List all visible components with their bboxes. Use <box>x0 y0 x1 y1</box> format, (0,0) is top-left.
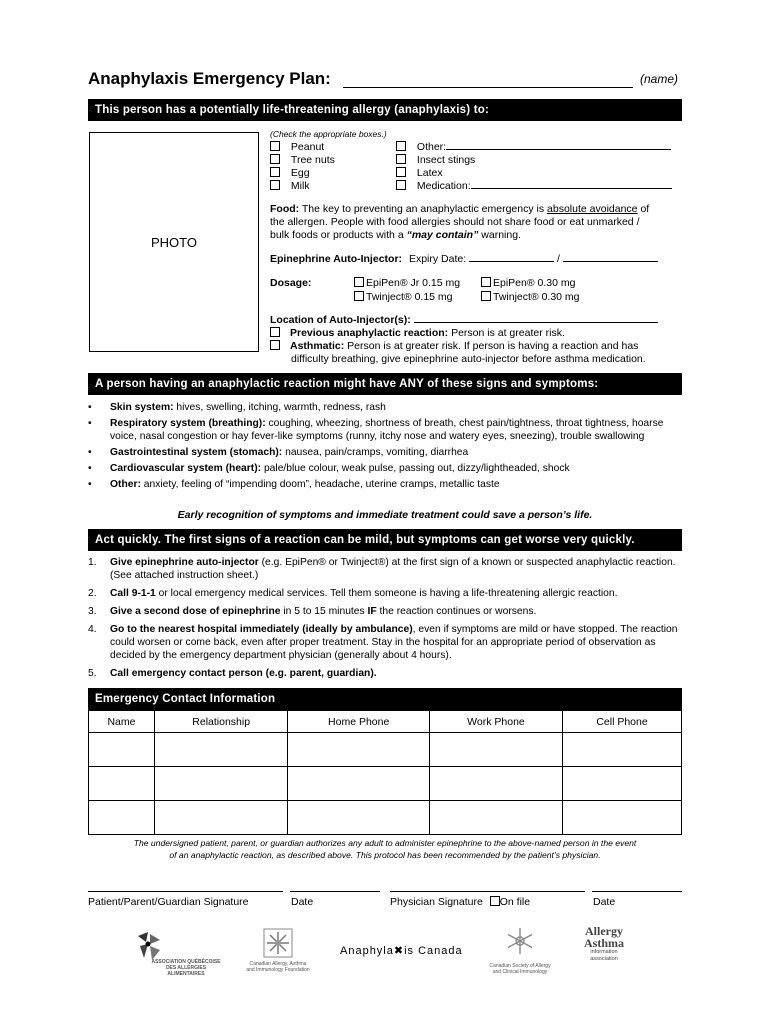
authorization-line-1: The undersigned patient, parent, or guardian authorizes any adult to administer epinephrine to the above-named person in the event <box>133 838 637 848</box>
dose-epipen[interactable]: EpiPen® 0.30 mg <box>481 277 575 290</box>
photo-box[interactable] <box>89 132 259 352</box>
table-cell[interactable] <box>89 801 155 835</box>
expiry-year-line[interactable] <box>563 261 658 262</box>
checkbox[interactable] <box>396 167 406 177</box>
dosage-label: Dosage: <box>270 277 312 289</box>
list-item: 5. Call emergency contact person (e.g. parent, guardian). <box>88 668 377 679</box>
signs-bar: A person having an anaphylactic reaction might have ANY of these signs and symptoms: <box>88 373 682 395</box>
table-cell[interactable] <box>154 767 288 801</box>
checkbox[interactable] <box>354 277 364 287</box>
dose-twinject-030[interactable]: Twinject® 0.30 mg <box>481 291 580 304</box>
table-cell[interactable] <box>154 801 288 835</box>
snowflake-icon <box>505 926 535 956</box>
list-item: 4. Go to the nearest hospital immediately (ideally by ambulance), even if symptoms are mild or have stopped. The reaction could worsen or come back, even after proper treatment. Stay in the hospital for an appropriate period of observation as decided by the emergency department physician (generally about 4 hours). <box>88 624 678 661</box>
food-line-2: the allergen. People with food allergies should not share food or eat unmarked / <box>270 216 640 228</box>
date2-label: Date <box>593 896 616 908</box>
location-line[interactable] <box>414 322 658 323</box>
early-recognition-note: Early recognition of symptoms and immediate treatment could save a person’s life. <box>177 509 593 521</box>
allergen-tree-nuts[interactable]: Tree nuts <box>270 154 335 167</box>
list-item: 1. Give epinephrine auto-injector (e.g. EpiPen® or Twinject®) at the first sign of a known or suspected anaphylactic reaction. (See attached instruction sheet.) <box>88 557 676 581</box>
table-row <box>89 767 682 801</box>
table-header-row <box>89 711 682 733</box>
table-cell[interactable] <box>563 801 682 835</box>
patient-signature-line[interactable] <box>88 891 283 892</box>
table-cell[interactable] <box>429 801 562 835</box>
allergen-milk[interactable]: Milk <box>270 180 310 193</box>
location-row: Location of Auto-Injector(s): <box>270 314 658 327</box>
list-item: 2. Call 9-1-1 or local emergency medical services. Tell them someone is having a life-threatening allergic reaction. <box>88 588 618 599</box>
checkbox[interactable] <box>270 167 280 177</box>
emergency-contact-bar: Emergency Contact Information <box>88 688 682 710</box>
date1-label: Date <box>291 896 314 908</box>
asthmatic-row[interactable]: Asthmatic: Person is at greater risk. If person is having a reaction and has <box>270 340 638 353</box>
symptoms-list <box>88 401 688 494</box>
checkbox[interactable] <box>270 141 280 151</box>
photo-label: PHOTO <box>151 235 197 250</box>
title-text: Anaphylaxis Emergency Plan: <box>88 69 331 88</box>
allergen-egg[interactable]: Egg <box>270 167 310 180</box>
table-row <box>89 801 682 835</box>
allergen-medication[interactable]: Medication: <box>396 180 672 193</box>
anaphylaxis-canada-logo: Anaphyla✖is Canada <box>340 945 463 957</box>
allergen-insect-stings[interactable]: Insect stings <box>396 154 475 167</box>
checkbox[interactable] <box>396 154 406 164</box>
aqaa-logo-mark-icon <box>134 930 164 962</box>
checkbox[interactable] <box>270 340 280 350</box>
list-item: • Other: anxiety, feeling of “impending doom”, headache, uterine cramps, metallic taste <box>88 479 500 490</box>
checkbox[interactable] <box>481 277 491 287</box>
list-item: • Respiratory system (breathing): coughing, wheezing, shortness of breath, chest pain/tightness, throat tightness, hoarse voice, nasal congestion or hay fever-like symptoms (runny, itchy nose and watery eyes, sneezing), trouble swallowing <box>88 418 664 442</box>
list-item: • Skin system: hives, swelling, itching, warmth, redness, rash <box>88 402 386 413</box>
aqaa-logo: ASSOCIATION QUÉBÉCOISE DES ALLERGIES ALIMENTAIRES <box>132 930 222 975</box>
table-cell[interactable] <box>563 733 682 767</box>
list-item: • Gastrointestinal system (stomach): nausea, pain/cramps, vomiting, diarrhea <box>88 447 469 458</box>
allergen-latex[interactable]: Latex <box>396 167 443 180</box>
checkbox[interactable] <box>270 180 280 190</box>
medication-line[interactable] <box>471 188 672 189</box>
table-cell[interactable] <box>89 733 155 767</box>
physician-signature-line[interactable] <box>390 891 585 892</box>
authorization-line-2: of an anaphylactic reaction, as described above. This protocol has been recommended by the patient’s physician. <box>169 850 601 860</box>
contact-table <box>88 710 682 835</box>
col-cell-phone: Cell Phone <box>563 711 682 733</box>
page-title <box>88 68 331 92</box>
allergen-other[interactable]: Other: <box>396 141 671 154</box>
asthmatic-row-2: difficulty breathing, give epinephrine auto-injector before asthma medication. <box>291 353 646 365</box>
date1-line[interactable] <box>290 891 380 892</box>
act-quickly-bar: Act quickly. The first signs of a reaction can be mild, but symptoms can get worse very quickly. <box>88 529 682 551</box>
checkbox[interactable] <box>396 141 406 151</box>
allergy-bar: This person has a potentially life-threatening allergy (anaphylaxis) to: <box>88 99 682 121</box>
table-cell[interactable] <box>288 733 429 767</box>
caaif-logo: Canadian Allergy, Asthma and Immunology Foundation <box>238 928 318 978</box>
table-cell[interactable] <box>89 767 155 801</box>
on-file-checkbox[interactable] <box>490 896 500 906</box>
food-line-3: bulk foods or products with a “may contain” warning. <box>270 229 521 241</box>
name-line[interactable] <box>343 87 633 88</box>
checkbox[interactable] <box>270 154 280 164</box>
check-note: (Check the appropriate boxes.) <box>270 129 387 139</box>
col-home-phone: Home Phone <box>288 711 429 733</box>
checkbox[interactable] <box>396 180 406 190</box>
col-work-phone: Work Phone <box>429 711 562 733</box>
table-cell[interactable] <box>288 767 429 801</box>
date2-line[interactable] <box>592 891 682 892</box>
previous-reaction-row[interactable]: Previous anaphylactic reaction: Person is at greater risk. <box>270 327 565 340</box>
other-line[interactable] <box>446 149 671 150</box>
table-cell[interactable] <box>563 767 682 801</box>
snowflake-icon <box>263 928 293 958</box>
allergen-peanut[interactable]: Peanut <box>270 141 324 154</box>
dose-epipen-jr[interactable]: EpiPen® Jr 0.15 mg <box>354 277 460 290</box>
table-row <box>89 733 682 767</box>
aaia-logo: Allergy Asthma information association <box>583 924 624 962</box>
table-cell[interactable] <box>429 767 562 801</box>
table-cell[interactable] <box>154 733 288 767</box>
checkbox[interactable] <box>270 327 280 337</box>
list-item: 3. Give a second dose of epinephrine in 5 to 15 minutes IF the reaction continues or worsens. <box>88 606 537 617</box>
table-cell[interactable] <box>288 801 429 835</box>
steps-list <box>88 556 688 685</box>
csaci-logo: Canadian Society of Allergy and Clinical Immunology <box>478 926 562 978</box>
col-relationship: Relationship <box>154 711 288 733</box>
epinephrine-row: Epinephrine Auto-Injector: Expiry Date: / <box>270 253 658 266</box>
patient-signature-label: Patient/Parent/Guardian Signature <box>88 896 249 908</box>
checkbox[interactable] <box>354 291 364 301</box>
name-label: (name) <box>640 72 679 86</box>
food-line-1: Food: The key to preventing an anaphylactic emergency is absolute avoidance of <box>270 203 650 215</box>
col-name: Name <box>89 711 155 733</box>
physician-signature-label: Physician Signature On file <box>390 896 531 908</box>
list-item: • Cardiovascular system (heart): pale/blue colour, weak pulse, passing out, dizzy/lightheaded, shock <box>88 463 570 474</box>
checkbox[interactable] <box>481 291 491 301</box>
table-cell[interactable] <box>429 733 562 767</box>
expiry-month-line[interactable] <box>469 261 554 262</box>
dose-twinject-015[interactable]: Twinject® 0.15 mg <box>354 291 453 304</box>
